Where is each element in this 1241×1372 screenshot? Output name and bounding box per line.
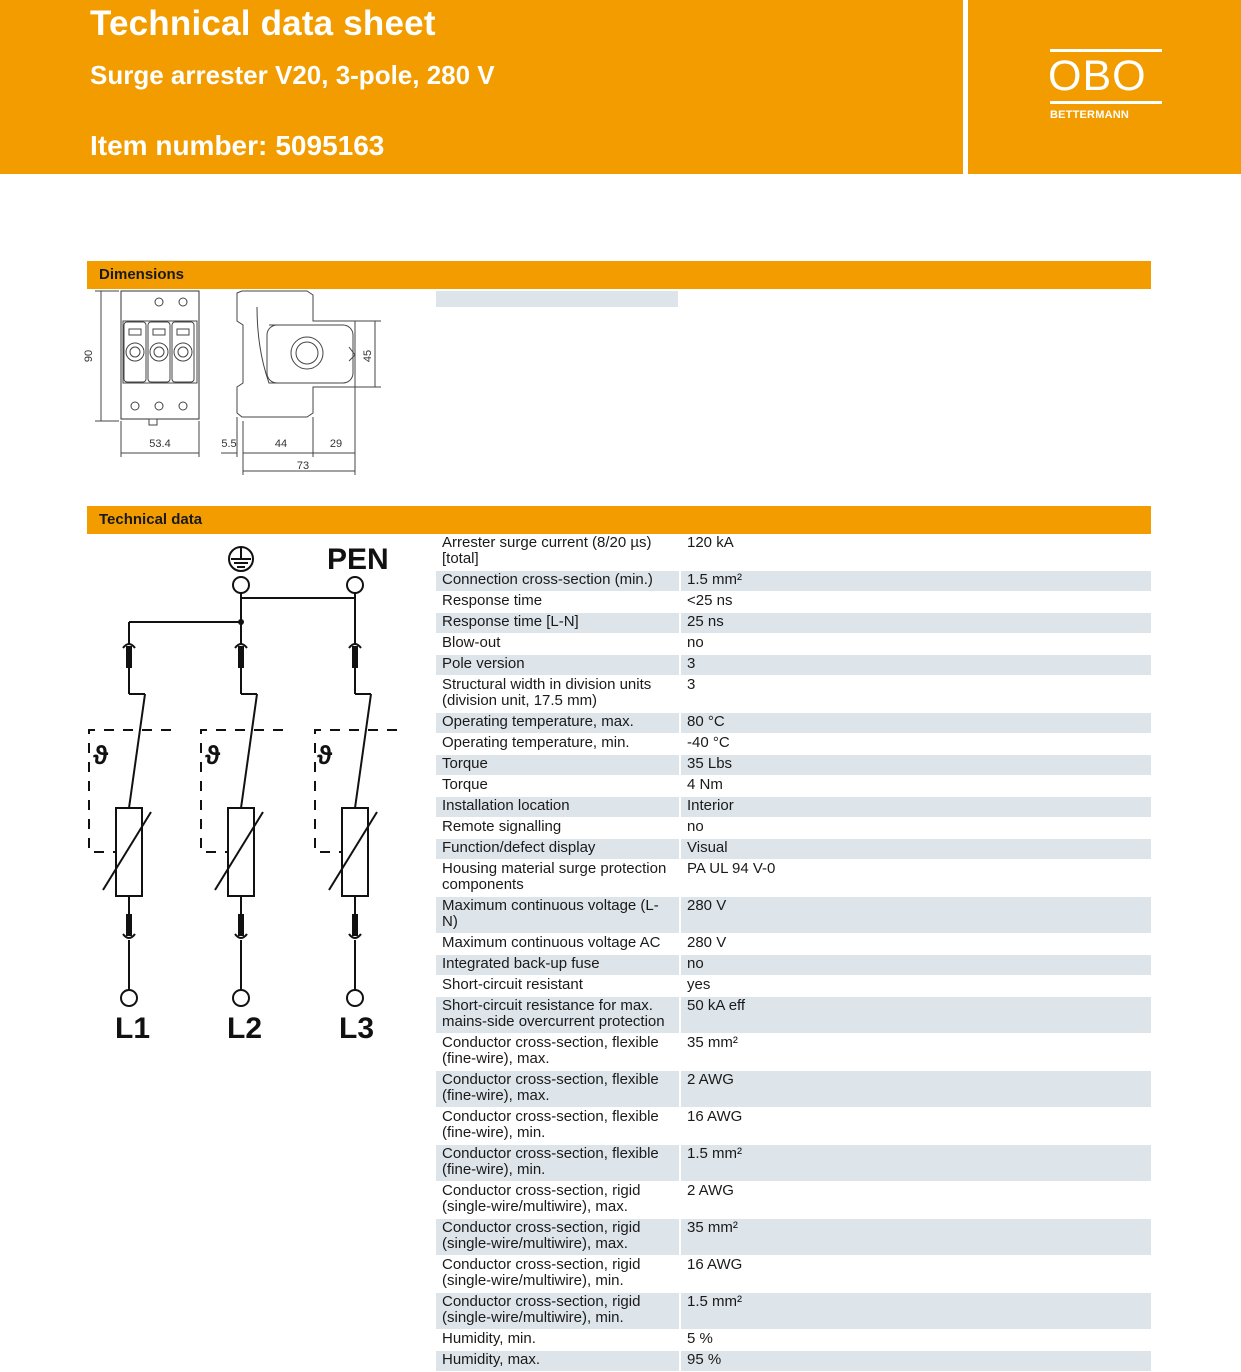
- spec-label: Installation location: [436, 797, 681, 818]
- dim-width: 53.4: [149, 438, 171, 450]
- spec-row: [436, 776, 1151, 797]
- switch-blade-3: [355, 694, 371, 808]
- spec-value: <25 ns: [681, 592, 1151, 613]
- spec-value: 16 AWG: [681, 1108, 1151, 1145]
- spec-row: [436, 1182, 1151, 1219]
- spec-row: [436, 797, 1151, 818]
- spec-label: Conductor cross-section, rigid (single-wire/multiwire), max.: [436, 1182, 681, 1219]
- spec-row: [436, 1071, 1151, 1108]
- spec-label: Conductor cross-section, flexible (fine-wire), min.: [436, 1145, 681, 1182]
- spec-value: 25 ns: [681, 613, 1151, 634]
- spec-row: [436, 534, 1151, 571]
- spec-label: Conductor cross-section, rigid (single-wire/multiwire), max.: [436, 1219, 681, 1256]
- spec-label: Conductor cross-section, flexible (fine-wire), max.: [436, 1034, 681, 1071]
- technical-section-header: [87, 506, 1151, 534]
- spec-label: Conductor cross-section, flexible (fine-wire), max.: [436, 1071, 681, 1108]
- varistor-slash-2: [215, 812, 263, 890]
- spec-label: Integrated back-up fuse: [436, 955, 681, 976]
- spec-label: Short-circuit resistant: [436, 976, 681, 997]
- obo-logo: [1046, 46, 1166, 126]
- spec-value: 3: [681, 676, 1151, 713]
- varistor-slash-1: [103, 812, 151, 890]
- spec-value: 280 V: [681, 934, 1151, 955]
- header-divider: [963, 0, 968, 174]
- spec-row: [436, 818, 1151, 839]
- spec-label: Pole version: [436, 655, 681, 676]
- schematic-branches: [89, 644, 397, 1006]
- spec-value: 1.5 mm²: [681, 571, 1151, 592]
- item-number-label: Item number:: [90, 130, 268, 161]
- circuit-schematic: [87, 536, 427, 1056]
- dim-depth-total: 73: [296, 460, 310, 472]
- spec-value: 16 AWG: [681, 1256, 1151, 1293]
- spec-row: [436, 860, 1151, 897]
- dimensions-section-header: [87, 261, 1151, 289]
- dimensions-empty-cell: [436, 291, 678, 307]
- spec-row: [436, 897, 1151, 934]
- spec-value: 95 %: [681, 1351, 1151, 1372]
- spec-label: Arrester surge current (8/20 µs) [total]: [436, 534, 681, 571]
- spec-row: [436, 1034, 1151, 1071]
- terminal-1: [121, 990, 137, 1006]
- spec-row: [436, 955, 1151, 976]
- spec-value: PA UL 94 V-0: [681, 860, 1151, 897]
- fuse-bottom-1: [126, 914, 132, 936]
- spec-value: 1.5 mm²: [681, 1293, 1151, 1330]
- pen-label: PEN: [327, 543, 389, 576]
- spec-value: 5 %: [681, 1330, 1151, 1351]
- spec-label: Short-circuit resistance for max. mains-side overcurrent protection: [436, 997, 681, 1034]
- spec-row: [436, 1219, 1151, 1256]
- switch-blade-1: [129, 694, 145, 808]
- header-banner: [0, 0, 1241, 174]
- spec-label: Response time [L-N]: [436, 613, 681, 634]
- spec-value: yes: [681, 976, 1151, 997]
- spec-label: Conductor cross-section, rigid (single-wire/multiwire), min.: [436, 1256, 681, 1293]
- fuse-bottom-3: [352, 914, 358, 936]
- spec-row: [436, 1145, 1151, 1182]
- fuse-top-1: [126, 646, 132, 668]
- spec-row: [436, 655, 1151, 676]
- spec-value: 35 mm²: [681, 1034, 1151, 1071]
- spec-value: Interior: [681, 797, 1151, 818]
- spec-label: Humidity, min.: [436, 1330, 681, 1351]
- product-subtitle: Surge arrester V20, 3-pole, 280 V: [90, 60, 495, 90]
- spec-value: 35 Lbs: [681, 755, 1151, 776]
- spec-label: Torque: [436, 755, 681, 776]
- spec-value: 1.5 mm²: [681, 1145, 1151, 1182]
- spec-value: 280 V: [681, 897, 1151, 934]
- spec-row: [436, 839, 1151, 860]
- spec-value: 80 °C: [681, 713, 1151, 734]
- spec-label: Housing material surge protection components: [436, 860, 681, 897]
- thermal-symbol-1: ϑ: [93, 740, 109, 770]
- spec-row: [436, 613, 1151, 634]
- spec-label: Conductor cross-section, rigid (single-wire/multiwire), min.: [436, 1293, 681, 1330]
- spec-value: 2 AWG: [681, 1182, 1151, 1219]
- page-title: Technical data sheet: [90, 4, 436, 43]
- spec-label: Maximum continuous voltage (L-N): [436, 897, 681, 934]
- spec-label: Conductor cross-section, flexible (fine-wire), min.: [436, 1108, 681, 1145]
- fuse-top-2: [238, 646, 244, 668]
- spec-label: Connection cross-section (min.): [436, 571, 681, 592]
- varistor-1: [116, 808, 142, 896]
- spec-row: [436, 1256, 1151, 1293]
- spec-label: Function/defect display: [436, 839, 681, 860]
- l1-label: L1: [115, 1012, 151, 1045]
- spec-value: Visual: [681, 839, 1151, 860]
- spec-value: 2 AWG: [681, 1071, 1151, 1108]
- spec-value: 3: [681, 655, 1151, 676]
- dim-cover-height: 45: [362, 349, 374, 363]
- spec-row: [436, 634, 1151, 655]
- item-number-value: 5095163: [275, 130, 385, 161]
- spec-label: Humidity, max.: [436, 1351, 681, 1372]
- spec-value: 35 mm²: [681, 1219, 1151, 1256]
- spec-label: Maximum continuous voltage AC: [436, 934, 681, 955]
- dim-height: 90: [83, 349, 95, 363]
- l2-label: L2: [227, 1012, 263, 1045]
- switch-blade-2: [241, 694, 257, 808]
- fuse-bottom-2: [238, 914, 244, 936]
- spec-label: Operating temperature, max.: [436, 713, 681, 734]
- logo-bottom-bar: [1050, 101, 1162, 104]
- spec-value: no: [681, 818, 1151, 839]
- spec-label: Blow-out: [436, 634, 681, 655]
- varistor-2: [228, 808, 254, 896]
- terminal-2: [233, 990, 249, 1006]
- spec-label: Torque: [436, 776, 681, 797]
- dim-depth-front: 5.5: [221, 438, 237, 450]
- dim-depth-mid: 44: [274, 438, 288, 450]
- spec-row: [436, 592, 1151, 613]
- spec-row: [436, 1108, 1151, 1145]
- spec-row: [436, 1293, 1151, 1330]
- spec-label: Remote signalling: [436, 818, 681, 839]
- dim-depth-rear: 29: [329, 438, 343, 450]
- spec-value: 120 kA: [681, 534, 1151, 571]
- thermal-symbol-2: ϑ: [205, 740, 221, 770]
- spec-row: [436, 571, 1151, 592]
- spec-label: Structural width in division units (division unit, 17.5 mm): [436, 676, 681, 713]
- dimensions-heading: Dimensions: [99, 266, 185, 283]
- dimension-drawing: [83, 289, 387, 479]
- varistor-3: [342, 808, 368, 896]
- l3-label: L3: [339, 1012, 375, 1045]
- spec-value: no: [681, 634, 1151, 655]
- item-number: [90, 130, 384, 162]
- spec-value: 50 kA eff: [681, 997, 1151, 1034]
- terminal-3: [347, 990, 363, 1006]
- fuse-top-3: [352, 646, 358, 668]
- spec-row: [436, 997, 1151, 1034]
- spec-row: [436, 755, 1151, 776]
- spec-row: [436, 1351, 1151, 1372]
- spec-label: Response time: [436, 592, 681, 613]
- varistor-slash-3: [329, 812, 377, 890]
- spec-row: [436, 1330, 1151, 1351]
- spec-value: -40 °C: [681, 734, 1151, 755]
- technical-data-table: [436, 534, 1151, 1372]
- spec-row: [436, 676, 1151, 713]
- spec-value: 4 Nm: [681, 776, 1151, 797]
- spec-row: [436, 934, 1151, 955]
- spec-row: [436, 713, 1151, 734]
- logo-word: OBO: [1048, 52, 1147, 100]
- spec-value: no: [681, 955, 1151, 976]
- technical-heading: Technical data: [99, 511, 203, 528]
- spec-row: [436, 976, 1151, 997]
- logo-subtext: BETTERMANN: [1050, 109, 1129, 121]
- thermal-symbol-3: ϑ: [317, 740, 333, 770]
- spec-label: Operating temperature, min.: [436, 734, 681, 755]
- spec-row: [436, 734, 1151, 755]
